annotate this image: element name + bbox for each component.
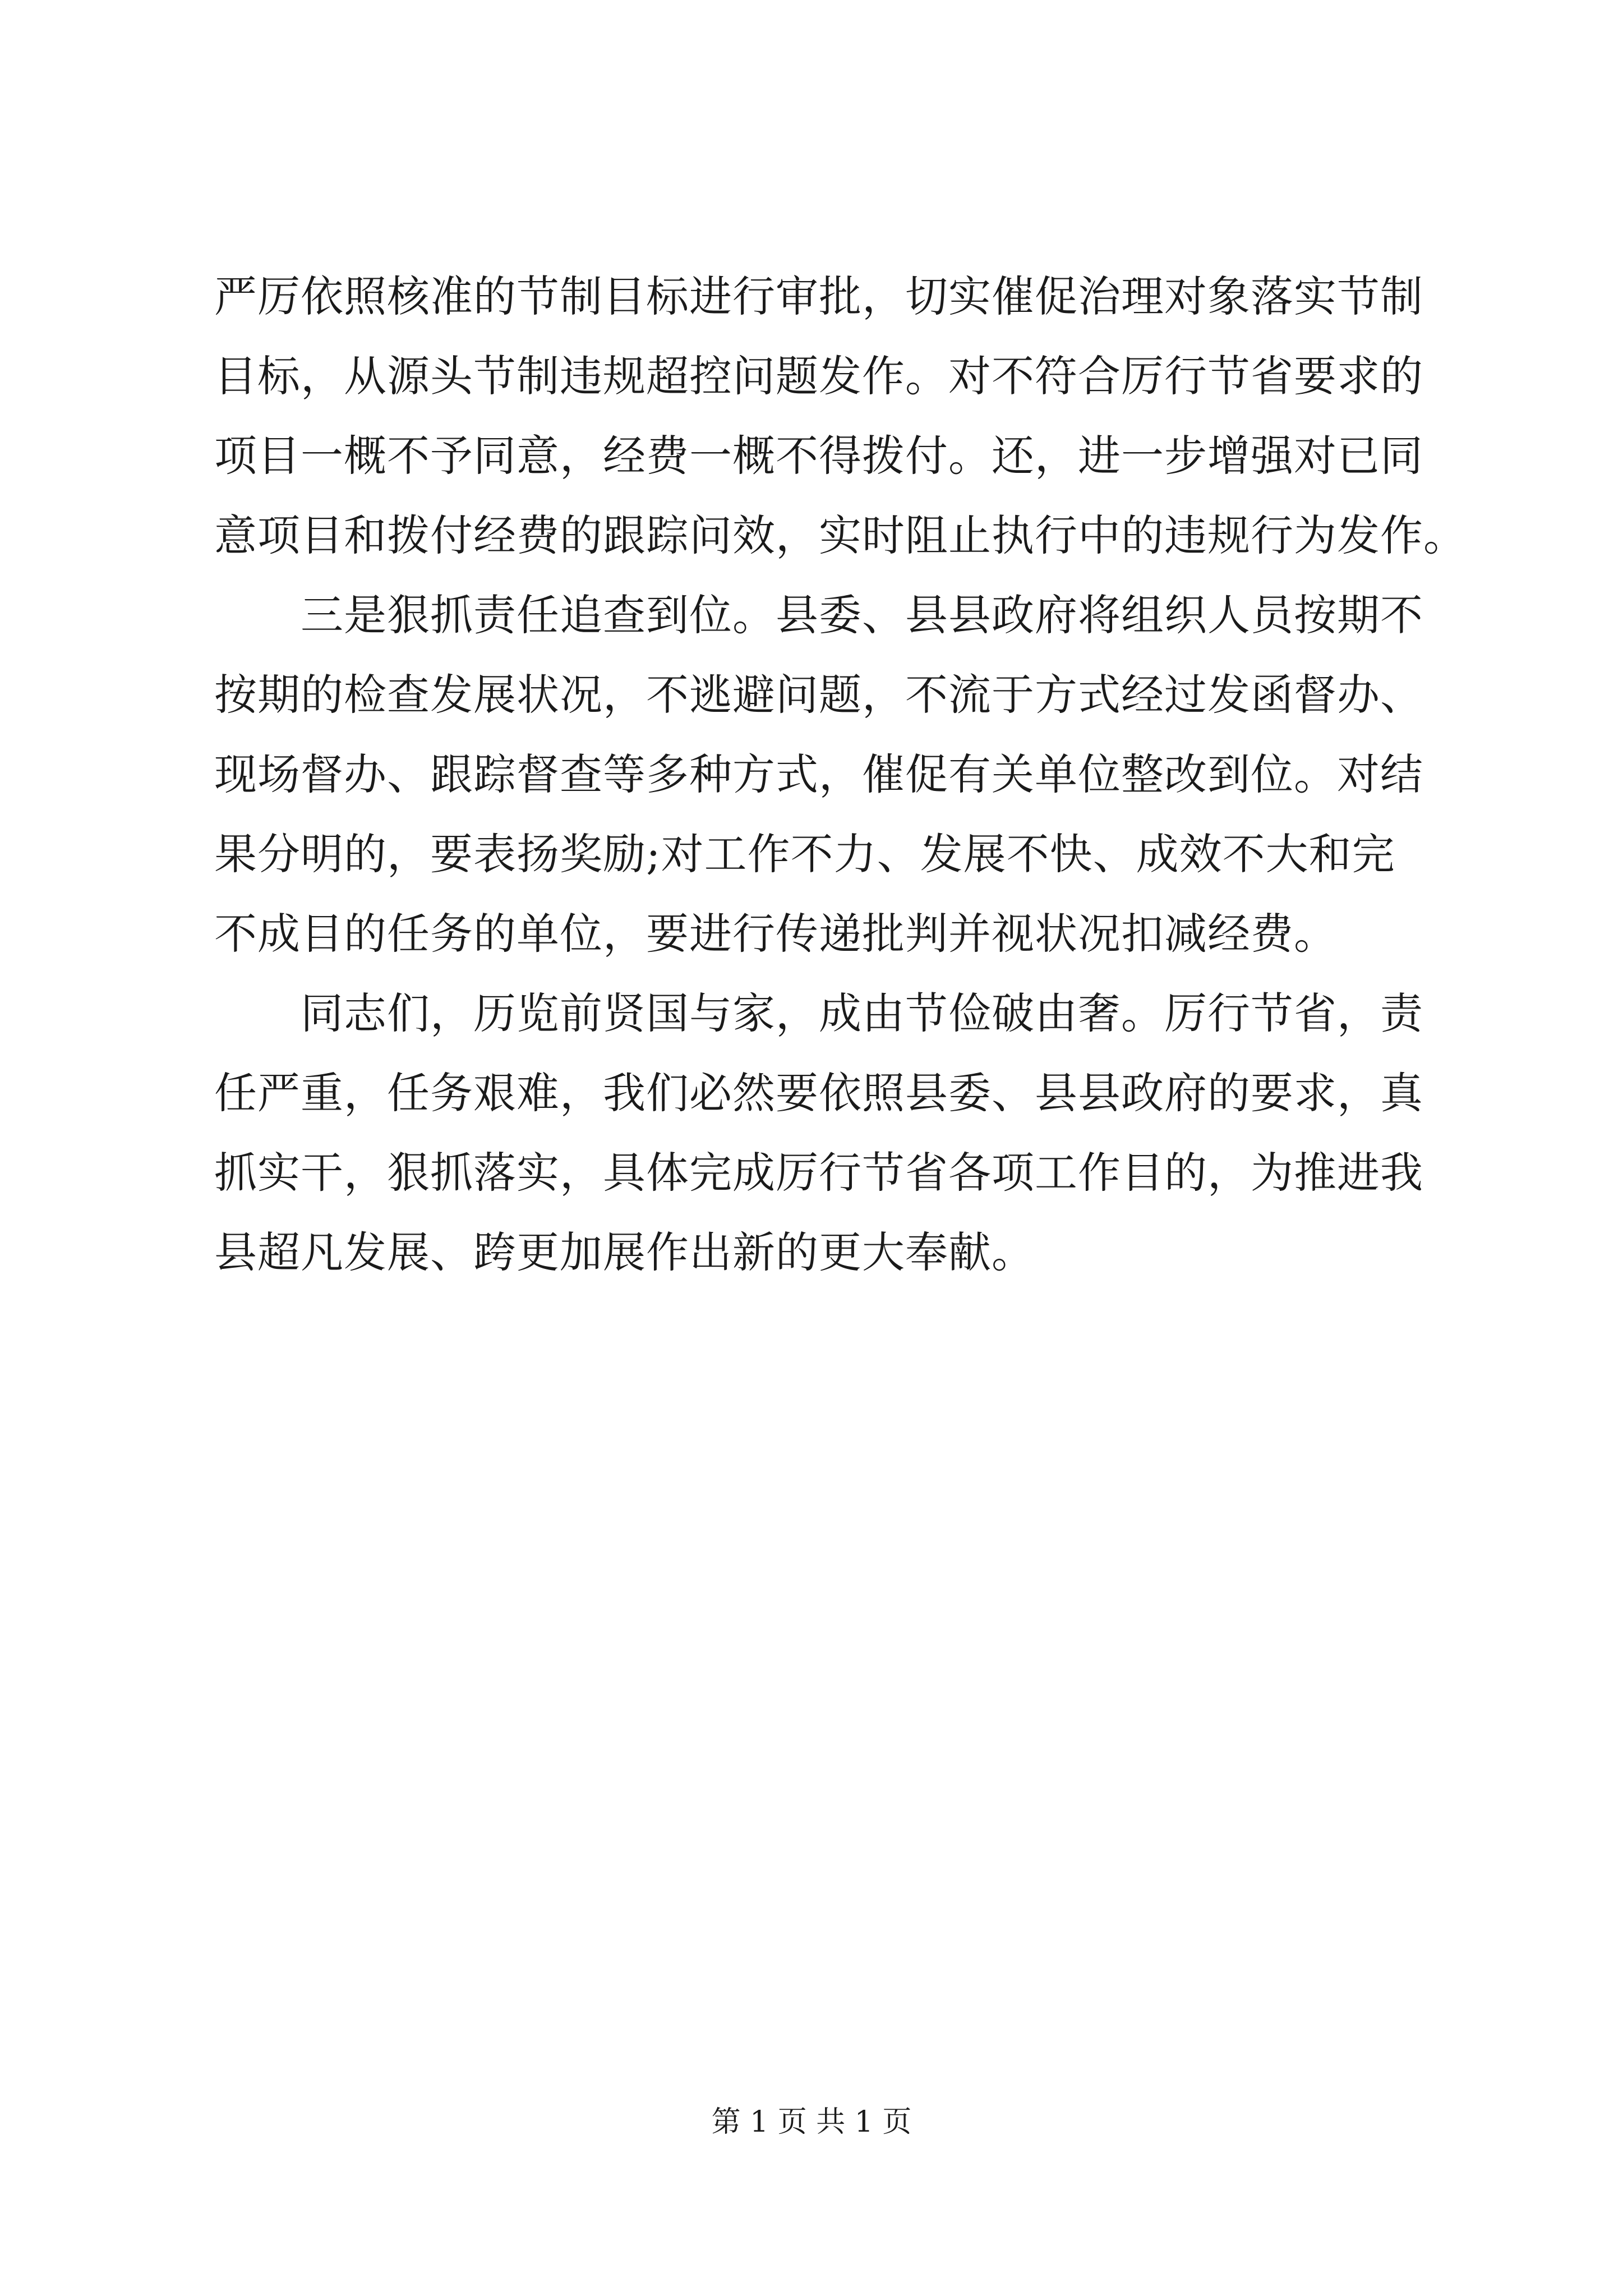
document-body — [214, 257, 1467, 1292]
text-line: 抓实干，狠抓落实，具体完成厉行节省各项工作目的，为推进我 — [214, 1148, 1423, 1198]
text-line: 目标，从源头节制违规超控问题发作。对不符合厉行节省要求的 — [214, 351, 1423, 401]
text-line: 县超凡发展、跨更加展作出新的更大奉献。 — [214, 1227, 1035, 1277]
text-line: 按期的检查发展状况，不逃避问题，不流于方式经过发函督办、 — [214, 670, 1423, 720]
text-line: 三是狠抓责任追查到位。县委、县县政府将组织人员按期不 — [214, 590, 1423, 640]
text-line: 果分明的，要表扬奖励;对工作不力、发展不快、成效不大和完 — [214, 829, 1395, 879]
text-line: 意项目和拨付经费的跟踪问效，实时阻止执行中的违规行为发作。 — [214, 510, 1467, 560]
text-line: 项目一概不予同意，经费一概不得拨付。还，进一步增强对已同 — [214, 431, 1423, 481]
text-line: 任严重，任务艰难，我们必然要依照县委、县县政府的要求，真 — [214, 1068, 1423, 1118]
paragraph-1 — [214, 257, 1467, 576]
paragraph-2 — [214, 576, 1423, 974]
page-footer: 第 1 页 共 1 页 — [711, 2105, 912, 2139]
paragraph-3 — [214, 974, 1423, 1292]
text-line: 严厉依照核准的节制目标进行审批，切实催促治理对象落实节制 — [214, 272, 1423, 321]
text-line: 同志们，历览前贤国与家，成由节俭破由奢。厉行节省，责 — [214, 988, 1423, 1038]
text-line: 不成目的任务的单位，要进行传递批判并视状况扣减经费。 — [214, 909, 1337, 959]
text-line: 现场督办、跟踪督查等多种方式，催促有关单位整改到位。对结 — [214, 749, 1423, 799]
